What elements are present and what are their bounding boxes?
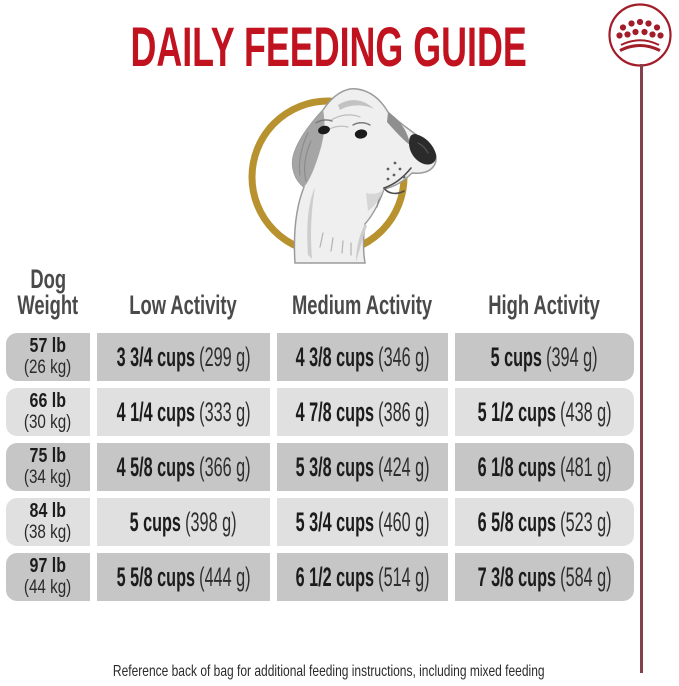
medium-activity-cell: 6 1/2 cups (514 g) [277,553,448,601]
high-activity-cell: 5 cups (394 g) [455,333,634,381]
column-header-low-activity: Low Activity [129,290,238,320]
table-row [6,443,640,491]
medium-activity-cell: 5 3/4 cups (460 g) [277,498,448,546]
medium-activity-cell: 4 3/8 cups (346 g) [277,333,448,381]
medium-activity-cell: 5 3/8 cups (424 g) [277,443,448,491]
low-activity-cell: 3 3/4 cups (299 g) [97,333,270,381]
low-activity-cell: 5 cups (398 g) [97,498,270,546]
low-activity-cell: 5 5/8 cups (444 g) [97,553,270,601]
high-activity-cell: 6 1/8 cups (481 g) [455,443,634,491]
weight-cell: 97 lb (44 kg) [6,553,90,601]
table-header-row [6,256,640,318]
high-activity-cell: 7 3/8 cups (584 g) [455,553,634,601]
crown-logo-icon [606,2,674,68]
low-activity-cell: 4 1/4 cups (333 g) [97,388,270,436]
page-title-text: DAILY FEEDING GUIDE [130,15,527,78]
table-row [6,498,640,546]
column-header-medium-activity: Medium Activity [292,290,433,320]
medium-activity-cell: 4 7/8 cups (386 g) [277,388,448,436]
weight-cell: 57 lb (26 kg) [6,333,90,381]
page-title [0,15,657,78]
header-weight: Weight [17,290,79,320]
side-accent-line [640,64,643,673]
feeding-table [6,333,640,608]
high-activity-cell: 5 1/2 cups (438 g) [455,388,634,436]
low-activity-cell: 4 5/8 cups (366 g) [97,443,270,491]
table-row [6,388,640,436]
column-header-high-activity: High Activity [488,290,601,320]
footnote: Reference back of bag for additional feeding instructions, including mixed feeding [112,663,545,680]
column-header-dog-weight [6,266,90,318]
table-row [6,333,640,381]
weight-cell: 66 lb (30 kg) [6,388,90,436]
dog-illustration [238,83,448,273]
weight-cell: 75 lb (34 kg) [6,443,90,491]
table-row [6,553,640,601]
high-activity-cell: 6 5/8 cups (523 g) [455,498,634,546]
header-dog: Dog [30,264,66,294]
weight-cell: 84 lb (38 kg) [6,498,90,546]
